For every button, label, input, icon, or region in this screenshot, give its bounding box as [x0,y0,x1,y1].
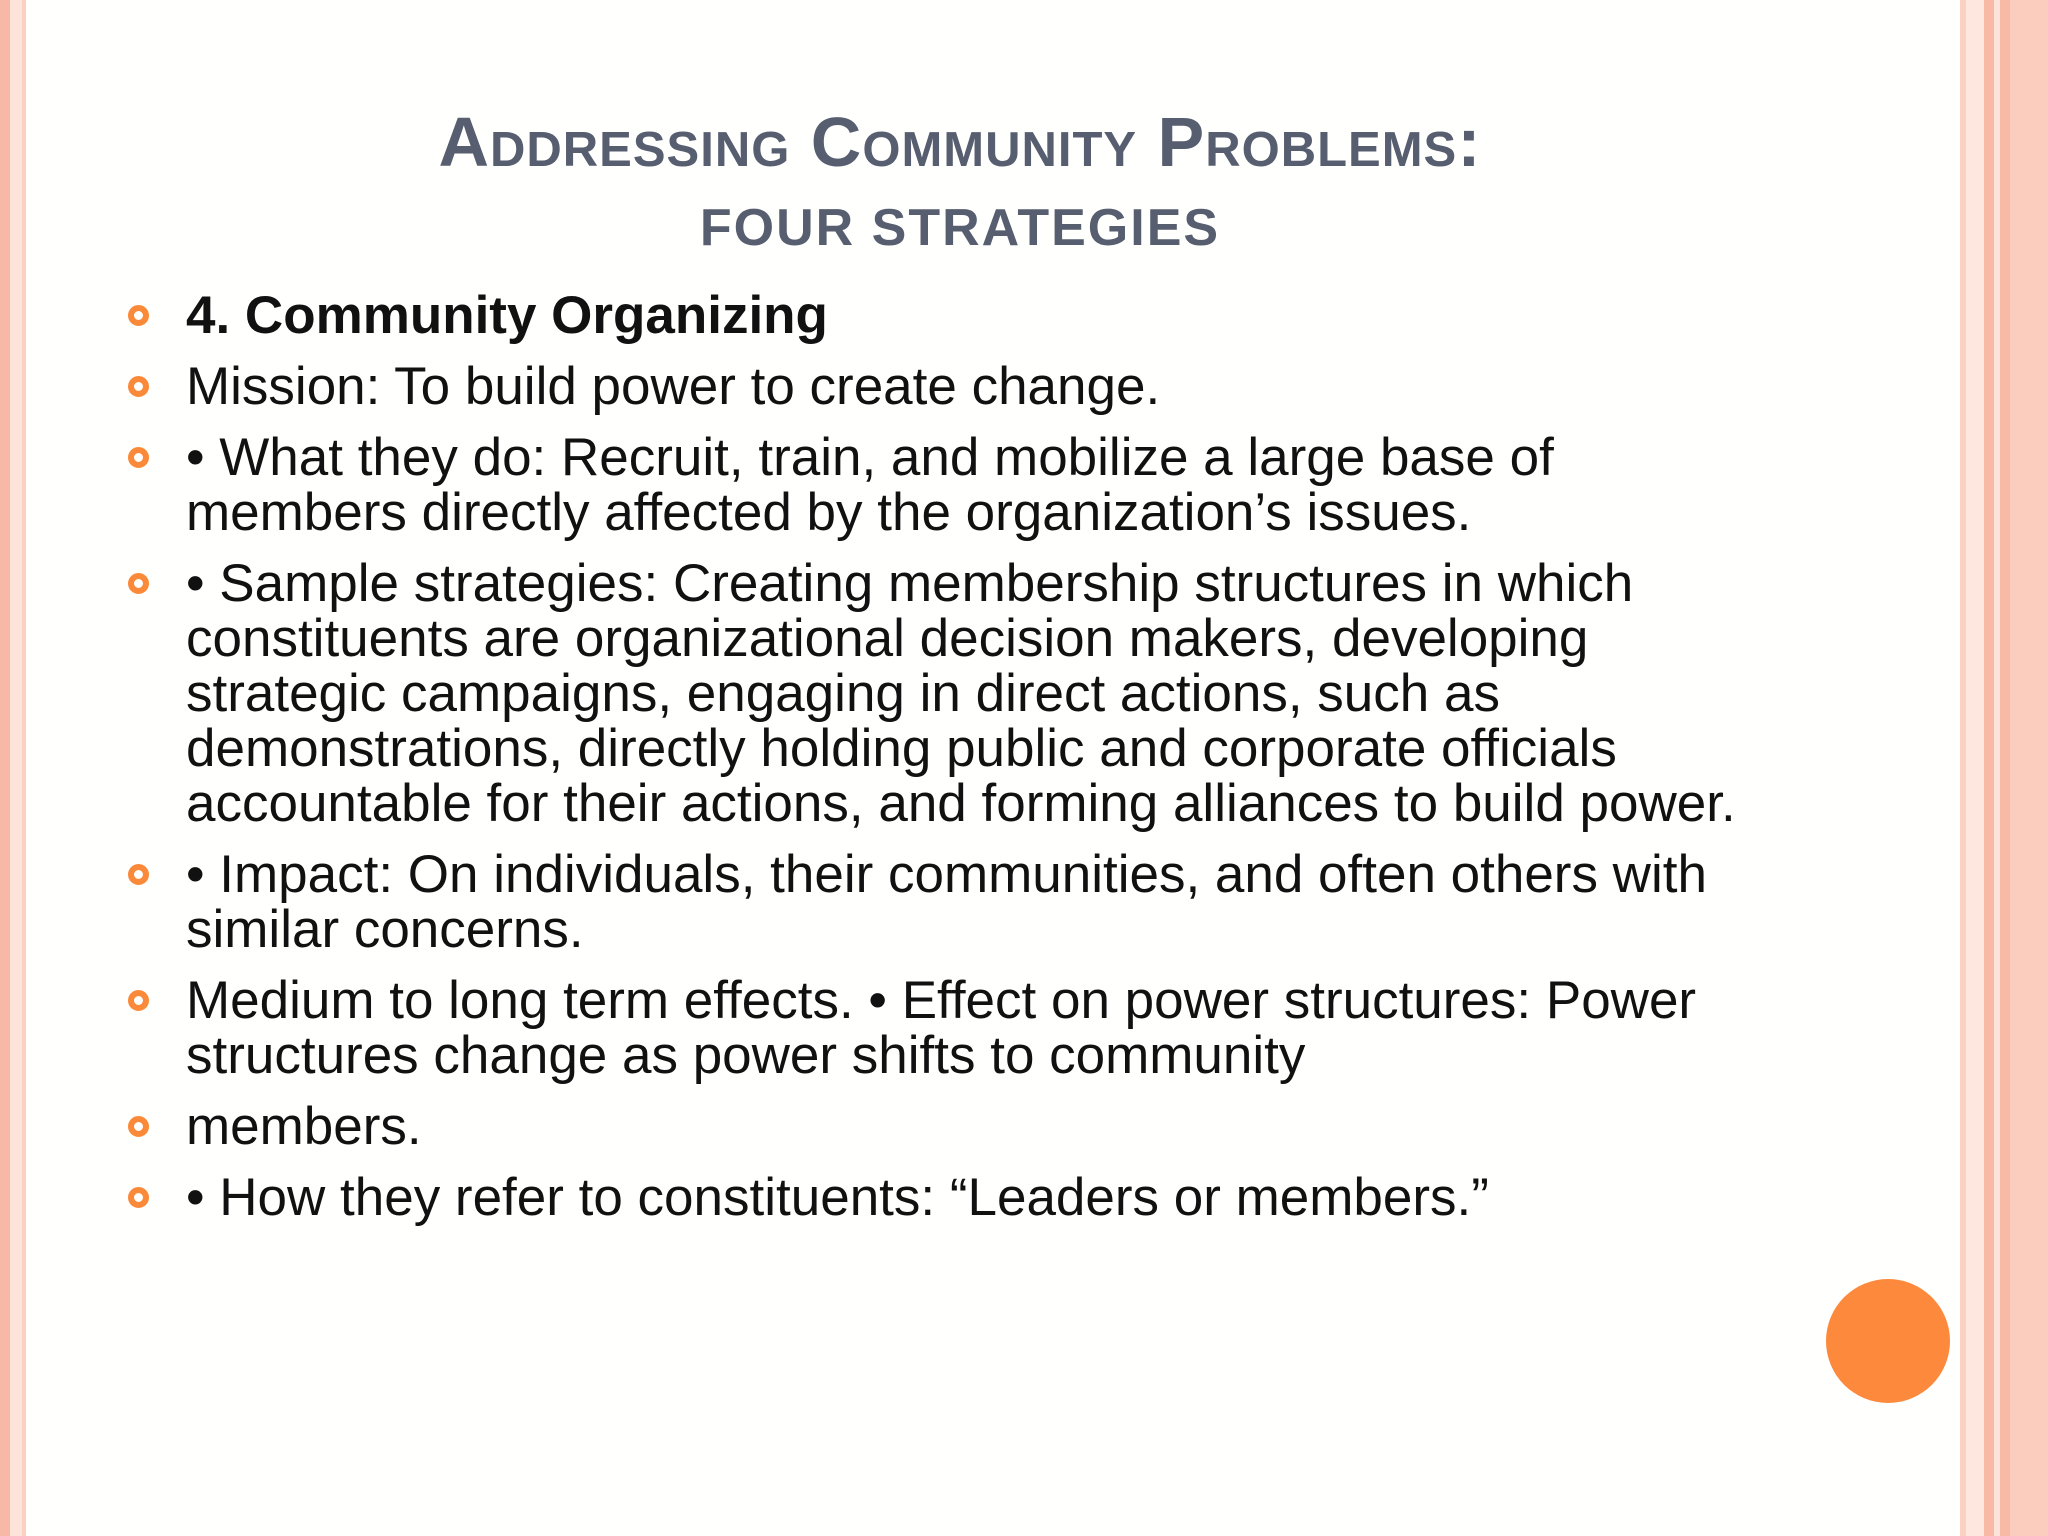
bullet-item [128,556,1768,831]
bullet-item [128,430,1768,540]
bullet-circle-icon [128,376,149,397]
bullet-list [128,288,1768,1241]
bullet-circle-icon [128,573,149,594]
bullet-text: Medium to long term effects. • Effect on power structures: Power structures change as power shifts to community [186,971,1697,1085]
bullet-item [128,847,1768,957]
bullet-text: • What they do: Recruit, train, and mobilize a large base of members directly affected by the organization’s issues. [186,428,1554,542]
slide-title: Addressing Community Problems: [438,103,1482,181]
bullet-item [128,288,1768,343]
bullet-text: members. [186,1097,422,1156]
right-border-stripe [1984,0,1994,1536]
bullet-text: • Impact: On individuals, their communities, and often others with similar concerns. [186,845,1707,959]
bullet-circle-icon [128,1187,149,1208]
right-border-stripe [2000,0,2010,1536]
slide-subtitle: FOUR STRATEGIES [699,199,1221,257]
bullet-text: • How they refer to constituents: “Leaders or members.” [186,1168,1489,1227]
bullet-text: • Sample strategies: Creating membership structures in which constituents are organizational decision makers, developing strategic campaigns, engaging in direct actions, such as demonstrations, directly holding public and corporate officials accountable for their actions, and forming alliances to build power. [186,554,1736,833]
bullet-text: 4. Community Organizing [186,286,828,345]
bullet-circle-icon [128,1116,149,1137]
right-border-stripe [1966,0,1984,1536]
bullet-item [128,973,1768,1083]
bullet-item [128,1170,1768,1225]
bullet-circle-icon [128,447,149,468]
bullet-circle-icon [128,305,149,326]
bullet-circle-icon [128,864,149,885]
bullet-circle-icon [128,990,149,1011]
bullet-item [128,359,1768,414]
bullet-text: Mission: To build power to create change. [186,357,1161,416]
right-border-stripe [2010,0,2048,1536]
bullet-item [128,1099,1768,1154]
accent-circle-icon [1826,1279,1950,1403]
